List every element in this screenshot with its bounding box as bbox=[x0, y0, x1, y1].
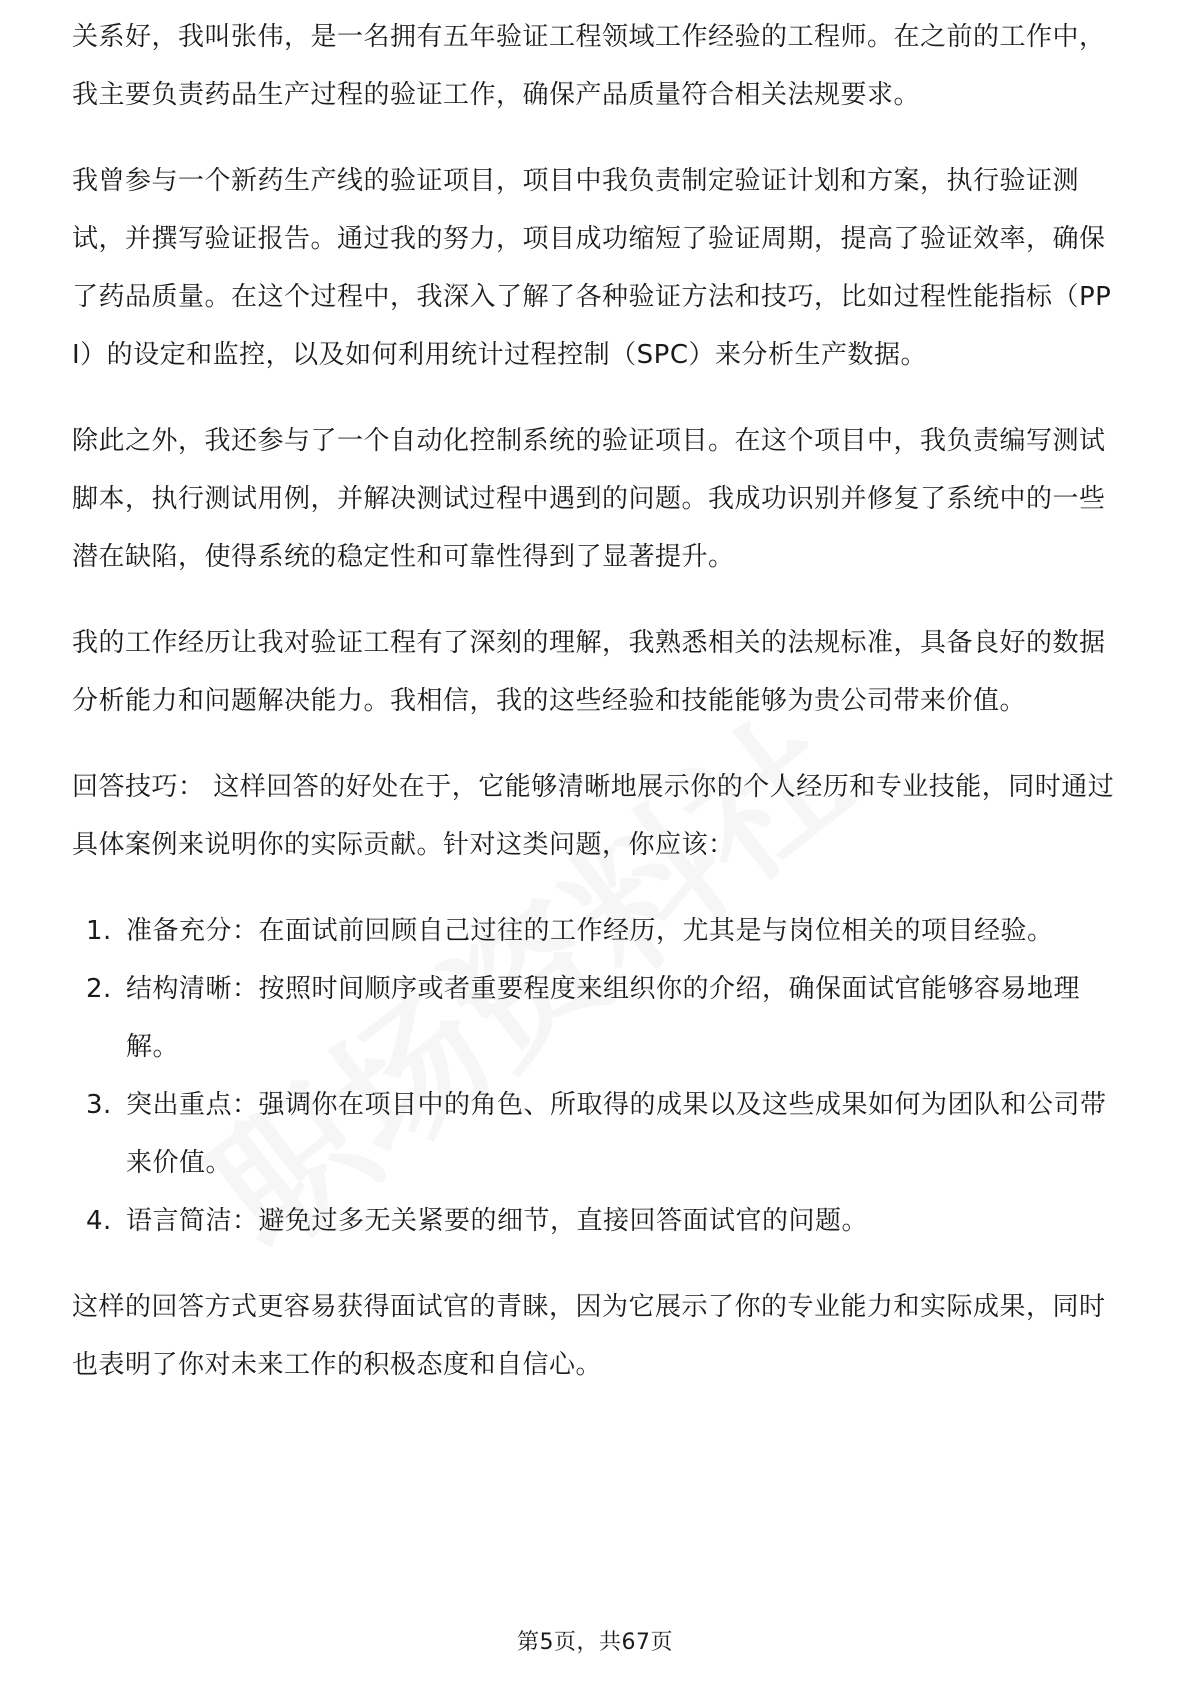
list-item-text: 语言简洁：避免过多无关紧要的细节，直接回答面试官的问题。 bbox=[126, 1206, 869, 1236]
list-item-text: 突出重点：强调你在项目中的角色、所取得的成果以及这些成果如何为团队和公司带来价值。 bbox=[126, 1090, 1107, 1178]
page-number-footer: 第5页，共67页 bbox=[517, 1630, 673, 1655]
paragraph-project-two: 除此之外，我还参与了一个自动化控制系统的验证项目。在这个项目中，我负责编写测试脚本，执行测试用例，并解决测试过程中遇到的问题。我成功识别并修复了系统中的一些潜在缺陷，使得系统的稳定性和可靠性得到了显著提升。 bbox=[72, 426, 1106, 572]
tips-list bbox=[72, 902, 1120, 1250]
list-item-number: 4. bbox=[86, 1206, 112, 1236]
list-item bbox=[72, 960, 1120, 1076]
document-body bbox=[72, 22, 1120, 1422]
list-item-text: 准备充分：在面试前回顾自己过往的工作经历，尤其是与岗位相关的项目经验。 bbox=[126, 916, 1054, 946]
paragraph-project-one: 我曾参与一个新药生产线的验证项目，项目中我负责制定验证计划和方案，执行验证测试，并撰写验证报告。通过我的努力，项目成功缩短了验证周期，提高了验证效率，确保了药品质量。在这个过程中，我深入了解了各种验证方法和技巧，比如过程性能指标（PPI）的设定和监控，以及如何利用统计过程控制（SPC）来分析生产数据。 bbox=[72, 166, 1112, 370]
paragraph-conclusion: 这样的回答方式更容易获得面试官的青睐，因为它展示了你的专业能力和实际成果，同时也表明了你对未来工作的积极态度和自信心。 bbox=[72, 1292, 1106, 1380]
list-item-number: 2. bbox=[86, 974, 112, 1004]
list-item-number: 3. bbox=[86, 1090, 112, 1120]
list-item-number: 1. bbox=[86, 916, 112, 946]
paragraph-summary: 我的工作经历让我对验证工程有了深刻的理解，我熟悉相关的法规标准，具备良好的数据分析能力和问题解决能力。我相信，我的这些经验和技能能够为贵公司带来价值。 bbox=[72, 628, 1106, 716]
list-item-text: 结构清晰：按照时间顺序或者重要程度来组织你的介绍，确保面试官能够容易地理解。 bbox=[126, 974, 1081, 1062]
list-item bbox=[72, 1192, 1120, 1250]
paragraph-answer-tips: 回答技巧： 这样回答的好处在于，它能够清晰地展示你的个人经历和专业技能，同时通过具体案例来说明你的实际贡献。针对这类问题，你应该： bbox=[72, 772, 1115, 860]
list-item bbox=[72, 902, 1120, 960]
list-item bbox=[72, 1076, 1120, 1192]
paragraph-intro: 关系好，我叫张伟，是一名拥有五年验证工程领域工作经验的工程师。在之前的工作中，我主要负责药品生产过程的验证工作，确保产品质量符合相关法规要求。 bbox=[72, 22, 1106, 110]
